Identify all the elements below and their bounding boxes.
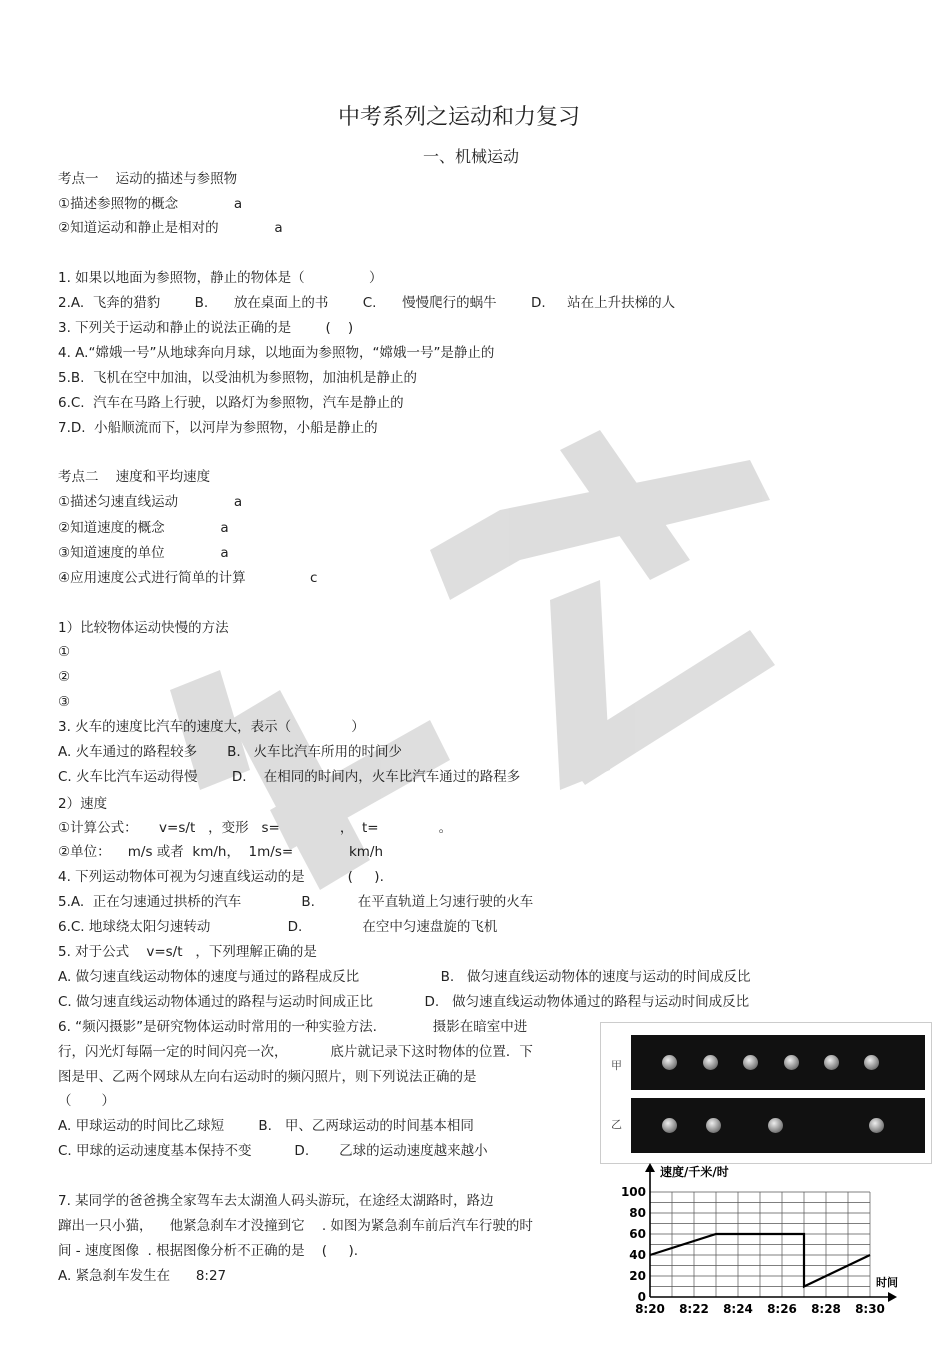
text-line: 间 - 速度图像 . 根据图像分析不正确的是 ( ). <box>58 1243 359 1259</box>
text-line: 4. A.“嫦娥一号”从地球奔向月球，以地面为参照物，“嫦娥一号”是静止的 <box>58 345 495 361</box>
text-line: ②知道运动和静止是相对的 a <box>58 220 283 236</box>
text-line: ③ <box>58 694 71 710</box>
text-line: ②知道速度的概念 a <box>58 520 229 536</box>
ball <box>743 1055 758 1070</box>
text-line: 考点一 运动的描述与参照物 <box>58 171 238 187</box>
label-jia: 甲 <box>611 1059 622 1072</box>
text-line: ① <box>58 644 71 660</box>
text-line: 4. 下列运动物体可视为匀速直线运动的是 ( ). <box>58 869 384 885</box>
text-line: A. 紧急刹车发生在 8:27 <box>58 1268 227 1284</box>
section-title: 一、机械运动 <box>422 147 519 166</box>
text-line: 3. 火车的速度比汽车的速度大，表示（ ） <box>58 719 365 735</box>
ball <box>784 1055 799 1070</box>
text-line: 5. 对于公式 v=s/t ，下列理解正确的是 <box>58 944 317 960</box>
text-line: 行，闪光灯每隔一定的时间闪亮一次， 底片就记录下这时物体的位置．下 <box>58 1044 533 1060</box>
text-line: 2.A. 飞奔的猎豹 B. 放在桌面上的书 C. 慢慢爬行的蜗牛 D. 站在上升扶梯的人 <box>58 295 676 311</box>
text-line: 1. 如果以地面为参照物，静止的物体是（ ） <box>58 270 383 286</box>
y-tick-label: 40 <box>629 1248 646 1262</box>
text-line: C. 火车比汽车运动得慢 D. 在相同的时间内，火车比汽车通过的路程多 <box>58 769 521 785</box>
text-line: 3. 下列关于运动和静止的说法正确的是 ( ) <box>58 320 354 336</box>
y-tick-label: 60 <box>629 1227 646 1241</box>
text-line: A. 做匀速直线运动物体的速度与通过的路程成反比 B. 做匀速直线运动物体的速度与运动的时间成反比 <box>58 969 751 985</box>
text-line: 考点二 速度和平均速度 <box>58 469 211 485</box>
x-tick-label: 8:20 <box>635 1302 665 1316</box>
label-yi: 乙 <box>611 1118 622 1131</box>
ball <box>869 1118 884 1133</box>
text-line: 6. “频闪摄影”是研究物体运动时常用的一种实验方法. 摄影在暗室中进 <box>58 1019 528 1035</box>
x-tick-label: 8:24 <box>723 1302 753 1316</box>
text-line: ①描述匀速直线运动 a <box>58 494 243 510</box>
strip-yi <box>631 1098 925 1153</box>
ball <box>768 1118 783 1133</box>
ball <box>662 1055 677 1070</box>
ball <box>706 1118 721 1133</box>
x-axis-arrow <box>888 1292 897 1302</box>
text-line: 1）比较物体运动快慢的方法 <box>58 620 229 636</box>
ball <box>662 1118 677 1133</box>
text-line: 6.C. 地球绕太阳匀速转动 D. 在空中匀速盘旋的飞机 <box>58 919 498 935</box>
x-tick-label: 8:22 <box>679 1302 709 1316</box>
text-line: 图是甲、乙两个网球从左向右运动时的频闪照片，则下列说法正确的是 <box>58 1069 477 1085</box>
text-line: 5.B. 飞机在空中加油，以受油机为参照物，加油机是静止的 <box>58 370 418 386</box>
y-tick-label: 80 <box>629 1206 646 1220</box>
strobe-photo <box>600 1022 932 1164</box>
ball <box>824 1055 839 1070</box>
y-tick-label: 100 <box>620 1185 646 1199</box>
x-tick-label: 8:28 <box>811 1302 841 1316</box>
x-tick-label: 8:30 <box>855 1302 885 1316</box>
x-tick-label: 8:26 <box>767 1302 797 1316</box>
text-line: C. 甲球的运动速度基本保持不变 D. 乙球的运动速度越来越小 <box>58 1143 488 1159</box>
text-line: 2）速度 <box>58 796 108 812</box>
page-title: 中考系列之运动和力复习 <box>337 105 580 130</box>
y-axis-label: 速度/千米/时 <box>660 1165 729 1179</box>
ball <box>864 1055 879 1070</box>
text-line: ④应用速度公式进行简单的计算 c <box>58 570 318 586</box>
text-line: A. 火车通过的路程较多 B. 火车比汽车所用的时间少 <box>58 744 403 760</box>
strip-jia <box>631 1035 925 1090</box>
text-line: A. 甲球运动的时间比乙球短 B. 甲、乙两球运动的时间基本相同 <box>58 1118 474 1134</box>
text-line: ③知道速度的单位 a <box>58 545 229 561</box>
text-line: 7.D. 小船顺流而下，以河岸为参照物，小船是静止的 <box>58 420 378 436</box>
text-line: ①描述参照物的概念 a <box>58 196 243 212</box>
text-line: C. 做匀速直线运动物体通过的路程与运动时间成正比 D. 做匀速直线运动物体通过的路程与运动时间成反比 <box>58 994 750 1010</box>
text-line: （ ） <box>58 1093 116 1109</box>
text-line: 5.A. 正在匀速通过拱桥的汽车 B. 在平直轨道上匀速行驶的火车 <box>58 894 534 910</box>
text-line: ①计算公式： v=s/t ，变形 s= ， t= 。 <box>58 820 453 836</box>
text-line: 蹿出一只小猫， 他紧急刹车才没撞到它 . 如图为紧急刹车前后汽车行驶的时 <box>58 1218 533 1234</box>
x-axis-label: 时间 <box>876 1276 898 1289</box>
text-line: ② <box>58 669 71 685</box>
text-line: 6.C. 汽车在马路上行驶，以路灯为参照物，汽车是静止的 <box>58 395 404 411</box>
text-line: ②单位： m/s 或者 km/h， 1m/s= km/h <box>58 844 384 860</box>
y-tick-label: 0 <box>637 1290 646 1304</box>
speed-time-chart <box>608 1160 908 1340</box>
y-tick-label: 20 <box>629 1269 646 1283</box>
ball <box>703 1055 718 1070</box>
text-line: 7. 某同学的爸爸携全家驾车去太湖渔人码头游玩，在途经太湖路时，路边 <box>58 1193 494 1209</box>
y-axis-arrow <box>645 1163 655 1172</box>
